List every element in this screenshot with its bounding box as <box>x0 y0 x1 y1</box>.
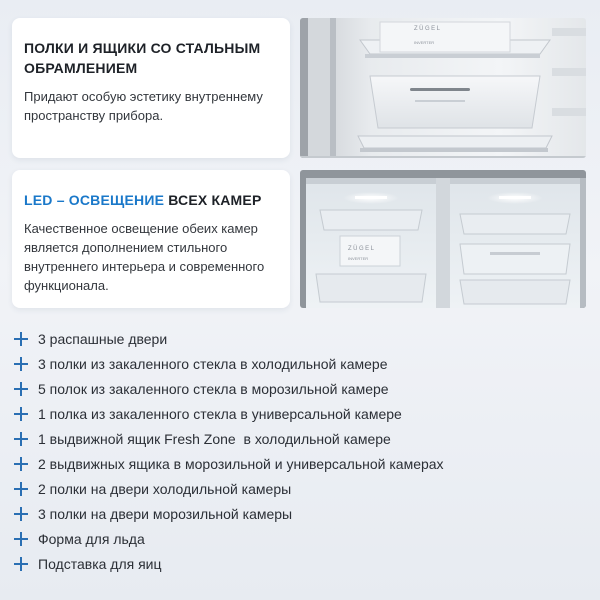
features-list <box>12 326 592 576</box>
plus-icon <box>14 557 28 571</box>
feature-text: 3 полки из закаленного стекла в холодильной камере <box>38 355 388 372</box>
feature-text: Подставка для яиц <box>38 555 162 572</box>
card-title-rest: ВСЕХ КАМЕР <box>164 192 262 208</box>
list-item <box>12 401 592 426</box>
plus-icon <box>14 507 28 521</box>
list-item <box>12 326 592 351</box>
fridge-shelves-image <box>300 18 586 158</box>
card-title-accent: LED – ОСВЕЩЕНИЕ <box>24 192 165 208</box>
brand-logo-text: ZÜGEL <box>414 26 442 32</box>
list-item <box>12 501 592 526</box>
plus-icon <box>14 432 28 446</box>
feature-text: 3 распашные двери <box>38 330 168 347</box>
plus-icon <box>14 407 28 421</box>
brand-logo-text: ZÜGEL <box>348 246 376 252</box>
feature-text: 1 полка из закаленного стекла в универсальной камере <box>38 405 402 422</box>
card-title: ПОЛКИ И ЯЩИКИ СО СТАЛЬНЫМ ОБРАМЛЕНИЕМ <box>24 40 261 76</box>
plus-icon <box>14 482 28 496</box>
feature-text: 3 полки на двери морозильной камеры <box>38 505 293 522</box>
card-description: Придают особую эстетику внутреннему пространству прибора. <box>24 89 263 123</box>
feature-card-led <box>12 170 290 308</box>
list-item <box>12 426 592 451</box>
card-title <box>24 190 278 210</box>
inverter-label: INVERTER <box>414 40 435 45</box>
plus-icon <box>14 382 28 396</box>
plus-icon <box>14 457 28 471</box>
card-description: Качественное освещение обеих камер является дополнением стильного внутреннего интерьера и современного функционала. <box>24 221 265 293</box>
list-item <box>12 451 592 476</box>
list-item <box>12 376 592 401</box>
feature-card-shelves <box>12 18 290 158</box>
fridge-led-image <box>300 170 586 308</box>
list-item <box>12 476 592 501</box>
plus-icon <box>14 332 28 346</box>
plus-icon <box>14 532 28 546</box>
feature-text: Форма для льда <box>38 530 145 547</box>
led-photo <box>300 170 586 308</box>
shelves-photo <box>300 18 586 158</box>
plus-icon <box>14 357 28 371</box>
inverter-label: INVERTER <box>348 256 369 261</box>
feature-text: 1 выдвижной ящик Fresh Zone в холодильной камере <box>38 430 391 447</box>
feature-text: 5 полок из закаленного стекла в морозильной камере <box>38 380 389 397</box>
feature-text: 2 полки на двери холодильной камеры <box>38 480 292 497</box>
list-item <box>12 526 592 551</box>
list-item <box>12 351 592 376</box>
feature-text: 2 выдвижных ящика в морозильной и универсальной камерах <box>38 455 444 472</box>
list-item <box>12 551 592 576</box>
